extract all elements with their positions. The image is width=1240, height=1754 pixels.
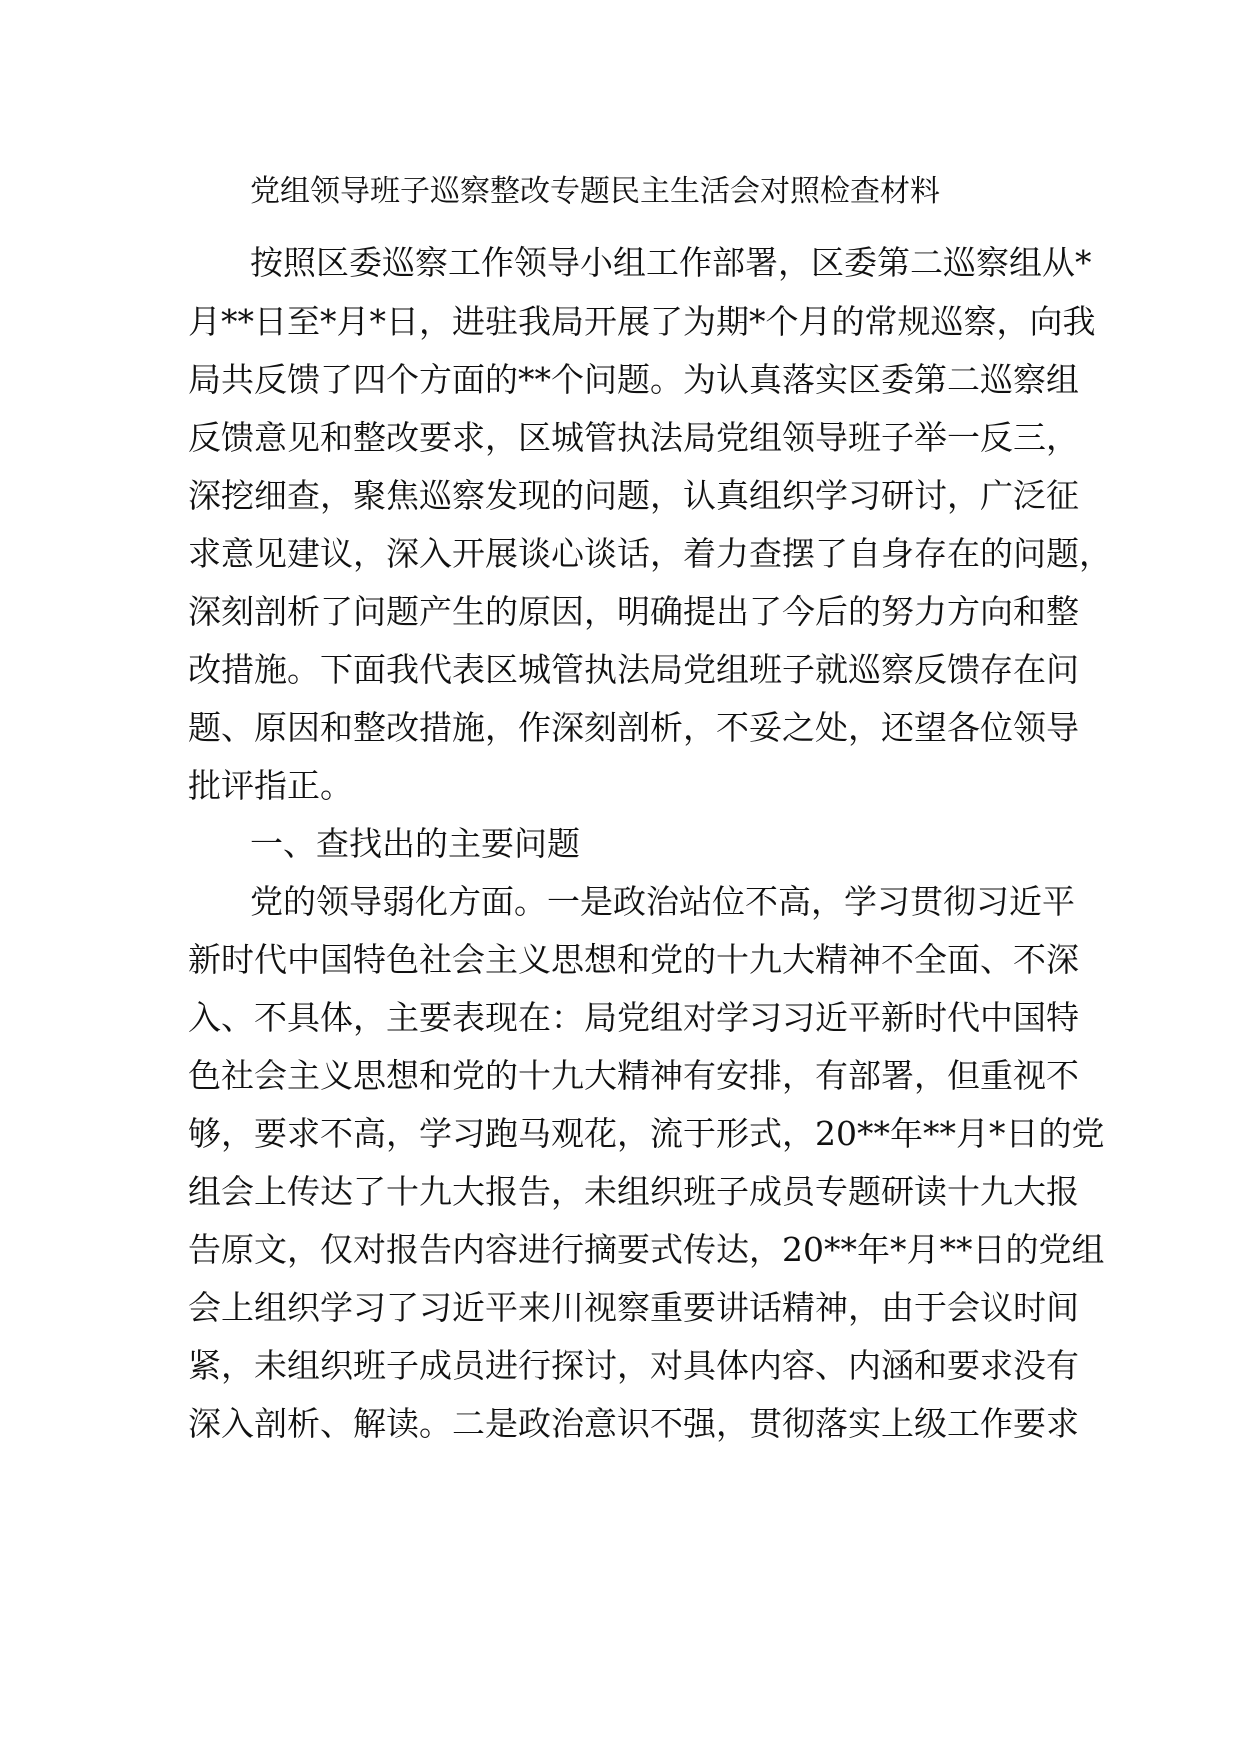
paragraph-line: 组会上传达了十九大报告，未组织班子成员专题研读十九大报 [188,1172,1079,1211]
paragraph-line: 批评指正。 [188,766,353,805]
paragraph-line: 题、原因和整改措施，作深刻剖析，不妥之处，还望各位领导 [188,708,1079,747]
paragraph-line: 党的领导弱化方面。一是政治站位不高，学习贯彻习近平 [250,882,1075,921]
paragraph-line: 够，要求不高，学习跑马观花，流于形式，20**年**月*日的党 [188,1114,1105,1153]
paragraph-line: 色社会主义思想和党的十九大精神有安排，有部署，但重视不 [188,1056,1079,1095]
document-title: 党组领导班子巡察整改专题民主生活会对照检查材料 [250,174,940,209]
paragraph-line: 深入剖析、解读。二是政治意识不强，贯彻落实上级工作要求 [188,1404,1079,1443]
paragraph-line: 深挖细查，聚焦巡察发现的问题，认真组织学习研讨，广泛征 [188,476,1079,515]
paragraph-line: 紧，未组织班子成员进行探讨，对具体内容、内涵和要求没有 [188,1346,1079,1385]
paragraph-line: 按照区委巡察工作领导小组工作部署，区委第二巡察组从* [250,243,1092,282]
paragraph-line: 告原文，仅对报告内容进行摘要式传达，20**年*月**日的党组 [188,1230,1105,1269]
paragraph-line: 入、不具体，主要表现在：局党组对学习习近平新时代中国特 [188,998,1079,1037]
paragraph-line: 改措施。下面我代表区城管执法局党组班子就巡察反馈存在问 [188,650,1079,689]
paragraph-line: 深刻剖析了问题产生的原因，明确提出了今后的努力方向和整 [188,592,1079,631]
paragraph-line: 会上组织学习了习近平来川视察重要讲话精神，由于会议时间 [188,1288,1079,1327]
paragraph-line: 反馈意见和整改要求，区城管执法局党组领导班子举一反三， [188,418,1079,457]
paragraph-line: 新时代中国特色社会主义思想和党的十九大精神不全面、不深 [188,940,1079,979]
paragraph-line: 月**日至*月*日，进驻我局开展了为期*个月的常规巡察，向我 [188,302,1096,341]
paragraph-line: 求意见建议，深入开展谈心谈话，着力查摆了自身存在的问题， [188,534,1112,573]
paragraph-line: 局共反馈了四个方面的**个问题。为认真落实区委第二巡察组 [188,360,1079,399]
section-heading: 一、查找出的主要问题 [250,824,580,863]
